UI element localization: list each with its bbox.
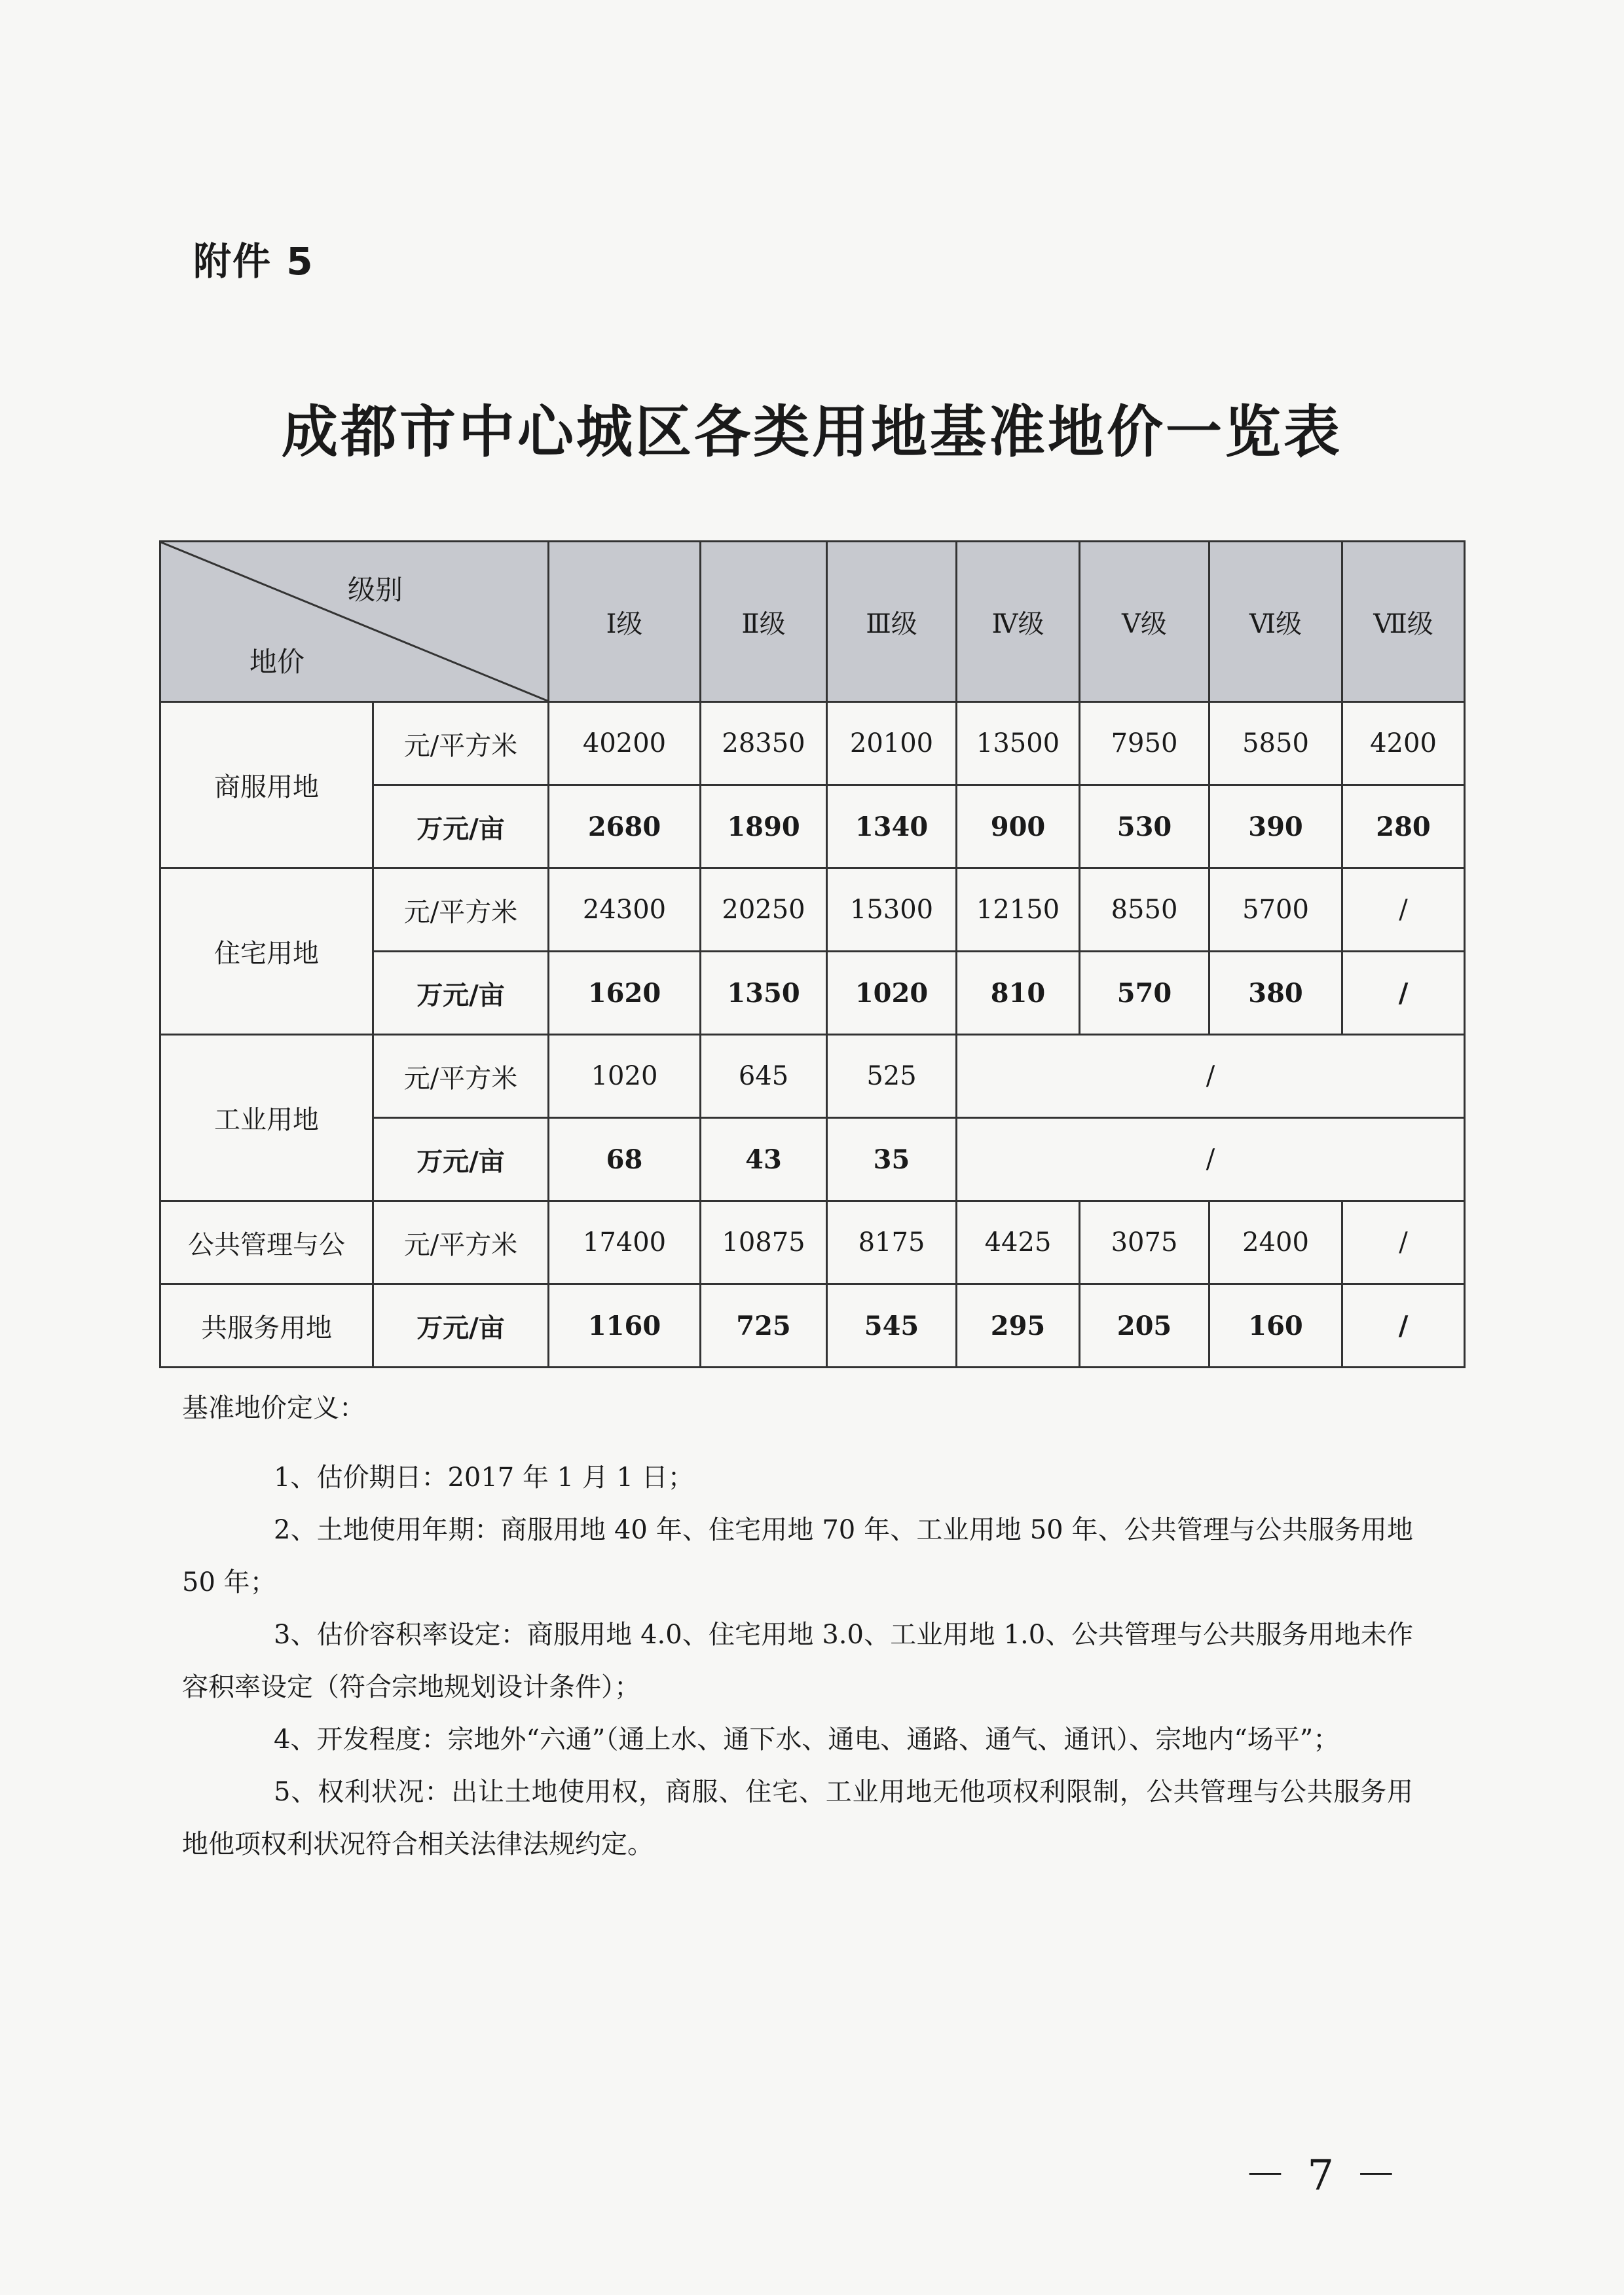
value-cell: 1620: [549, 952, 701, 1035]
page-number: － 7 －: [1244, 2152, 1401, 2200]
attachment-label: 附件 5: [193, 239, 314, 284]
notes-heading: 基准地价定义：: [182, 1393, 365, 1423]
value-cell: 2400: [1209, 1201, 1342, 1284]
value-cell: 13500: [957, 702, 1080, 785]
value-cell: 35: [827, 1118, 957, 1201]
value-cell: 1020: [827, 952, 957, 1035]
category-cell: 商服用地: [160, 702, 373, 868]
unit-cell: 万元/亩: [373, 952, 549, 1035]
value-cell: 810: [957, 952, 1080, 1035]
value-cell: 570: [1080, 952, 1209, 1035]
value-cell: 2680: [549, 785, 701, 868]
value-cell: 8175: [827, 1201, 957, 1284]
value-cell: 1350: [701, 952, 827, 1035]
value-cell: 545: [827, 1284, 957, 1368]
corner-cell: [160, 542, 549, 702]
value-cell: 20250: [701, 868, 827, 952]
value-cell: 1160: [549, 1284, 701, 1368]
value-cell: 68: [549, 1118, 701, 1201]
unit-cell: 元/平方米: [373, 702, 549, 785]
value-cell: 40200: [549, 702, 701, 785]
unit-cell: 元/平方米: [373, 1035, 549, 1118]
value-cell: 725: [701, 1284, 827, 1368]
level-header: Ⅴ级: [1080, 542, 1209, 702]
level-header: Ⅶ级: [1342, 542, 1465, 702]
value-cell: 160: [1209, 1284, 1342, 1368]
corner-level-label: 级别: [348, 574, 403, 606]
value-cell: 900: [957, 785, 1080, 868]
level-header: Ⅲ级: [827, 542, 957, 702]
value-cell: 295: [957, 1284, 1080, 1368]
value-cell: 43: [701, 1118, 827, 1201]
value-cell: 8550: [1080, 868, 1209, 952]
unit-cell: 万元/亩: [373, 1118, 549, 1201]
category-cell-line1: 公共管理与公: [160, 1201, 373, 1284]
value-cell: 1890: [701, 785, 827, 868]
unit-cell: 元/平方米: [373, 868, 549, 952]
merged-empty-cell: /: [957, 1035, 1465, 1118]
note-item: 1、估价期日：2017 年 1 月 1 日；: [274, 1463, 694, 1493]
table-header-row: [160, 542, 1465, 702]
value-cell: /: [1342, 868, 1465, 952]
value-cell: 1340: [827, 785, 957, 868]
value-cell: 4200: [1342, 702, 1465, 785]
category-cell-line2: 共服务用地: [160, 1284, 373, 1368]
diagonal-line: [161, 542, 547, 701]
value-cell: 390: [1209, 785, 1342, 868]
note-item: 2、土地使用年期：商服用地 40 年、住宅用地 70 年、工业用地 50 年、公共管理与公共服务用地 50 年；: [182, 1515, 1413, 1597]
note-item: 5、权利状况：出让土地使用权，商服、住宅、工业用地无他项权利限制，公共管理与公共服务用地他项权利状况符合相关法律法规约定。: [182, 1777, 1413, 1859]
value-cell: 1020: [549, 1035, 701, 1118]
table-row: [160, 1284, 1465, 1368]
note-item: 3、估价容积率设定：商服用地 4.0、住宅用地 3.0、工业用地 1.0、公共管理与公共服务用地未作容积率设定（符合宗地规划设计条件）；: [182, 1620, 1413, 1702]
value-cell: 10875: [701, 1201, 827, 1284]
note-item: 4、开发程度：宗地外“六通”（通上水、通下水、通电、通路、通气、通讯）、宗地内“场平”；: [274, 1725, 1340, 1755]
value-cell: 380: [1209, 952, 1342, 1035]
value-cell: 3075: [1080, 1201, 1209, 1284]
value-cell: 12150: [957, 868, 1080, 952]
value-cell: /: [1342, 952, 1465, 1035]
unit-cell: 万元/亩: [373, 785, 549, 868]
definition-notes: [182, 1395, 1413, 1871]
value-cell: 5700: [1209, 868, 1342, 952]
unit-cell: 元/平方米: [373, 1201, 549, 1284]
value-cell: /: [1342, 1284, 1465, 1368]
table-row: [160, 702, 1465, 785]
value-cell: 28350: [701, 702, 827, 785]
value-cell: 4425: [957, 1201, 1080, 1284]
merged-empty-cell: /: [957, 1118, 1465, 1201]
level-header: Ⅳ级: [957, 542, 1080, 702]
table-row: [160, 1201, 1465, 1284]
category-cell: 住宅用地: [160, 868, 373, 1035]
value-cell: 530: [1080, 785, 1209, 868]
value-cell: 280: [1342, 785, 1465, 868]
level-header: Ⅵ级: [1209, 542, 1342, 702]
value-cell: 645: [701, 1035, 827, 1118]
value-cell: 20100: [827, 702, 957, 785]
table-row: [160, 868, 1465, 952]
value-cell: 5850: [1209, 702, 1342, 785]
value-cell: 17400: [549, 1201, 701, 1284]
land-price-table: [159, 540, 1466, 1368]
corner-price-label: 地价: [249, 646, 305, 678]
value-cell: /: [1342, 1201, 1465, 1284]
value-cell: 525: [827, 1035, 957, 1118]
level-header: Ⅱ级: [701, 542, 827, 702]
category-cell: 工业用地: [160, 1035, 373, 1201]
value-cell: 15300: [827, 868, 957, 952]
unit-cell: 万元/亩: [373, 1284, 549, 1368]
table-row: [160, 1035, 1465, 1118]
value-cell: 7950: [1080, 702, 1209, 785]
page-title: 成都市中心城区各类用地基准地价一览表: [282, 400, 1342, 465]
value-cell: 24300: [549, 868, 701, 952]
value-cell: 205: [1080, 1284, 1209, 1368]
level-header: Ⅰ级: [549, 542, 701, 702]
